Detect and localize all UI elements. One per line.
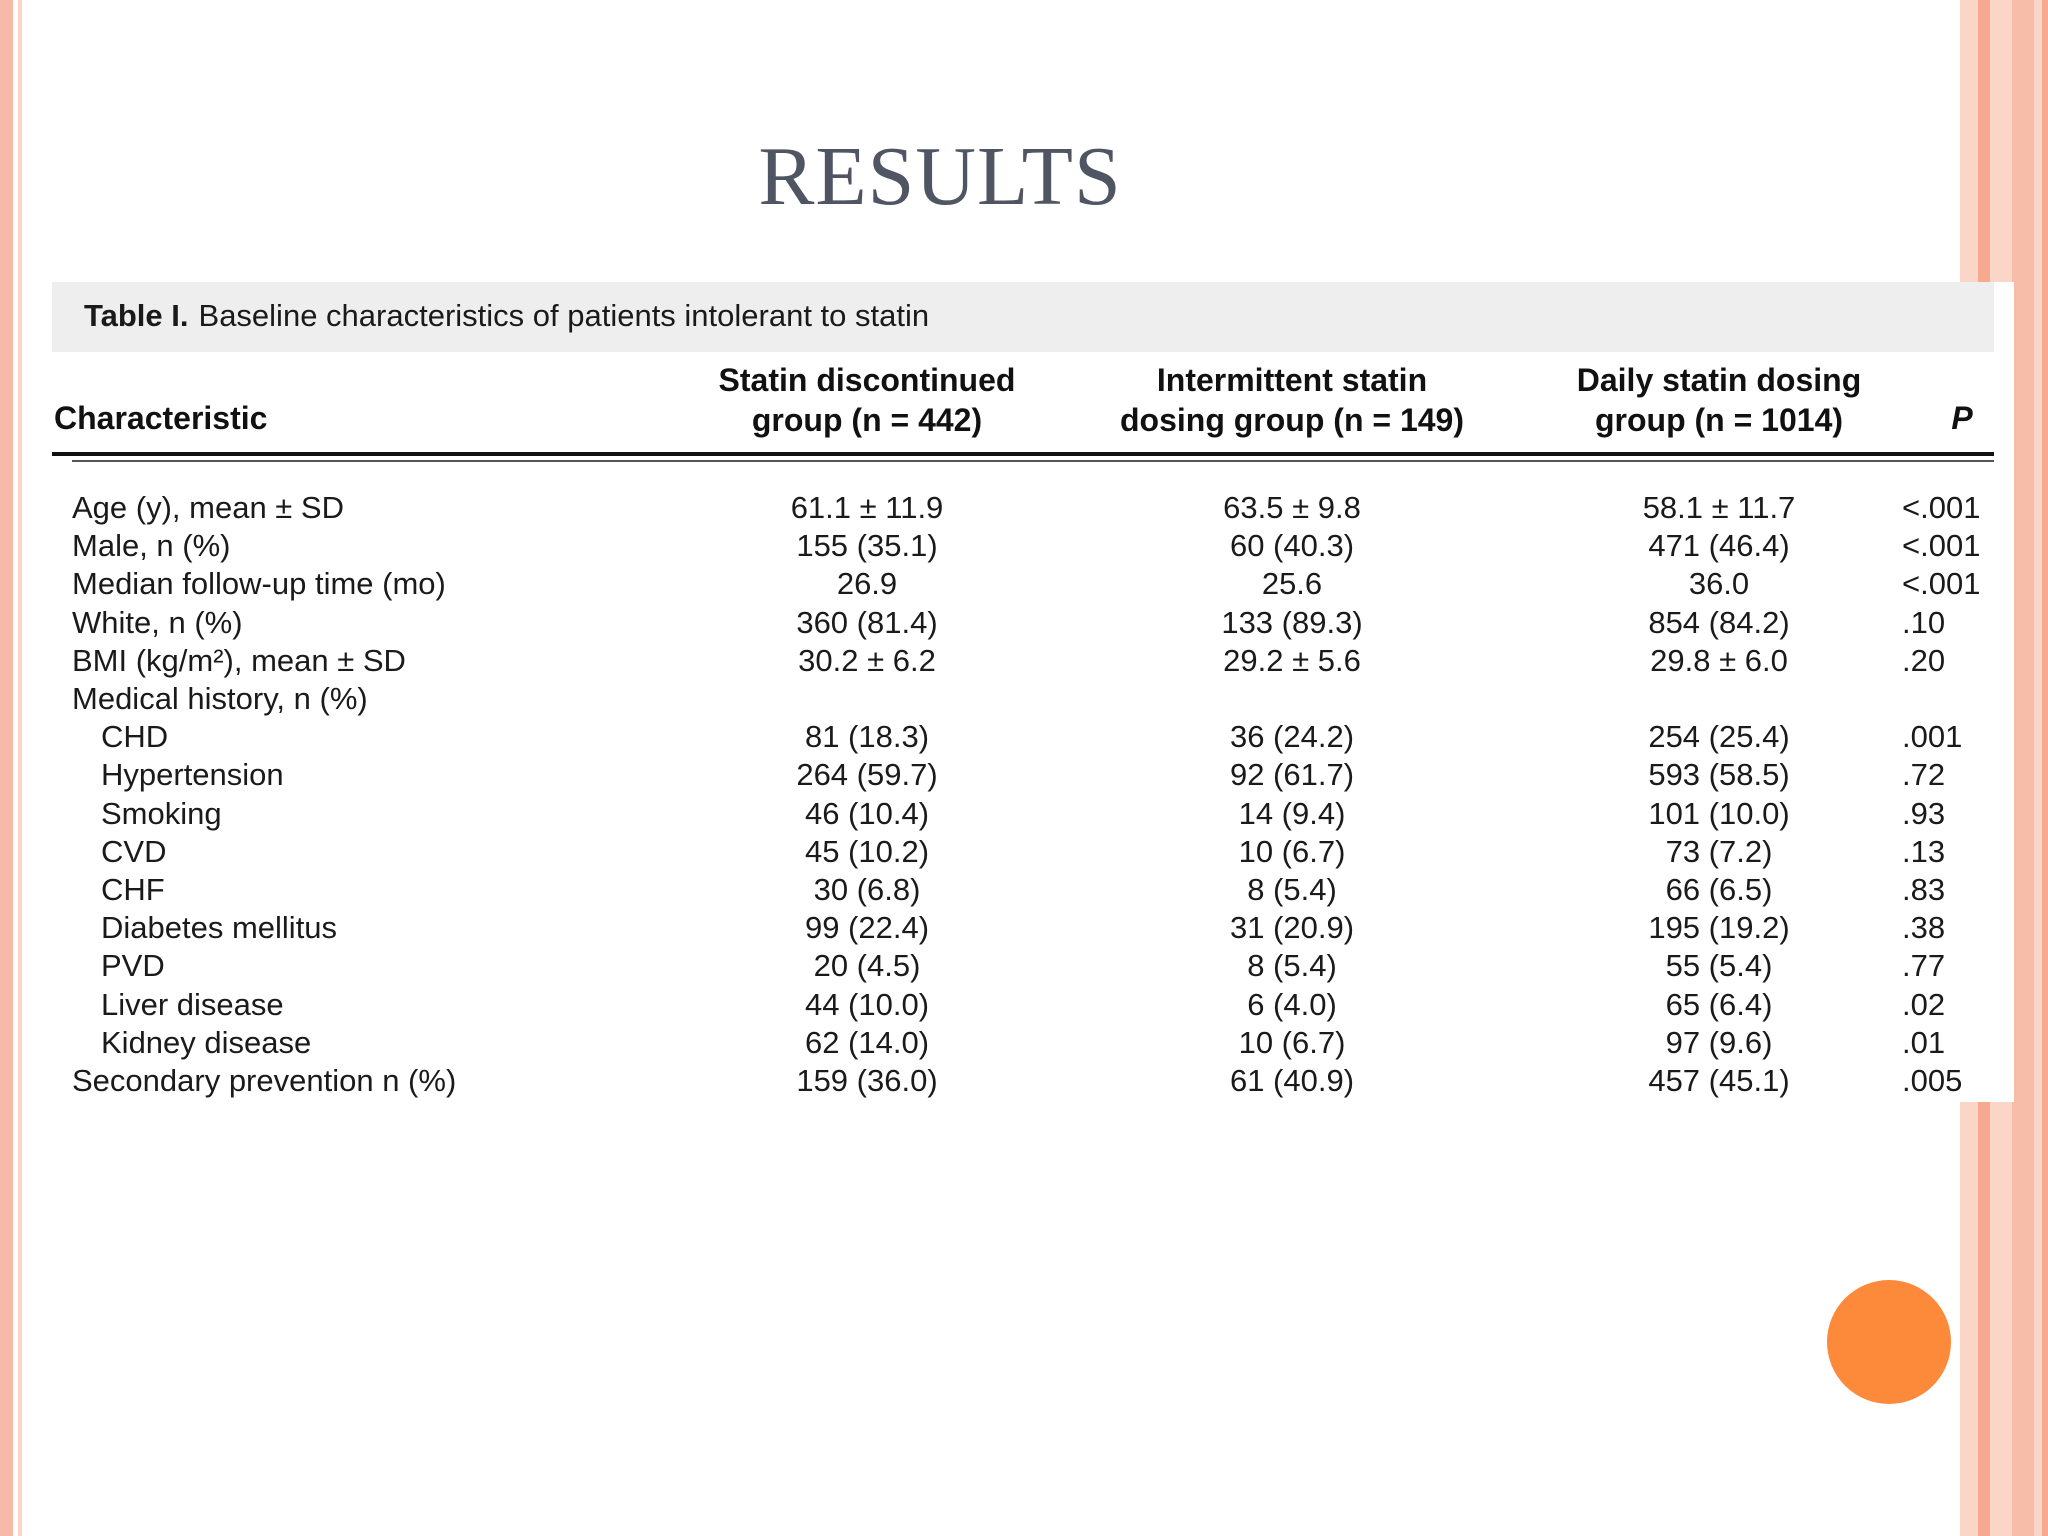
header-rule — [52, 452, 1994, 456]
cell-daily-statin: 854 (84.2) — [1648, 604, 1790, 640]
row-label: Diabetes mellitus — [101, 910, 338, 946]
table-row — [52, 910, 1994, 948]
right-border-stripe — [2012, 0, 2034, 1536]
cell-daily-statin: 66 (6.5) — [1665, 872, 1773, 907]
cell-statin-discontinued: 26.9 — [836, 566, 898, 602]
cell-statin-discontinued: 30 (6.8) — [813, 872, 921, 907]
cell-p-value: .20 — [1902, 642, 1946, 678]
row-label: White, n (%) — [72, 604, 243, 640]
row-label: CHD — [101, 719, 169, 755]
cell-intermittent-statin: 25.6 — [1261, 566, 1323, 602]
cell-statin-discontinued: 360 (81.4) — [796, 604, 938, 640]
table-row — [52, 796, 1994, 834]
results-table — [52, 282, 2014, 1102]
cell-p-value: .93 — [1902, 795, 1946, 831]
header-line: group (n = 442) — [751, 402, 983, 438]
cell-intermittent-statin: 31 (20.9) — [1229, 910, 1355, 946]
cell-intermittent-statin: 36 (24.2) — [1229, 719, 1355, 755]
slide-title: RESULTS — [758, 130, 1122, 223]
row-label: Smoking — [101, 795, 222, 831]
cell-daily-statin: 195 (19.2) — [1648, 910, 1790, 946]
cell-statin-discontinued: 159 (36.0) — [796, 1063, 938, 1098]
cell-p-value: .001 — [1902, 719, 1963, 755]
table-caption — [84, 298, 929, 334]
cell-daily-statin: 457 (45.1) — [1648, 1063, 1790, 1098]
header-statin-discontinued — [642, 360, 1092, 440]
right-border-stripe — [2042, 0, 2048, 1536]
cell-intermittent-statin: 8 (5.4) — [1247, 948, 1337, 984]
table-row — [52, 872, 1994, 910]
cell-statin-discontinued: 155 (35.1) — [796, 528, 938, 564]
row-label: Male, n (%) — [72, 528, 231, 564]
cell-p-value: .72 — [1902, 757, 1946, 793]
decorative-circle — [1827, 1280, 1951, 1404]
table-row — [52, 681, 1994, 719]
row-label: BMI (kg/m²), mean ± SD — [72, 642, 406, 678]
row-label: Hypertension — [101, 757, 284, 793]
row-label: Kidney disease — [101, 1024, 312, 1060]
cell-statin-discontinued: 46 (10.4) — [804, 795, 930, 831]
cell-p-value: .02 — [1902, 986, 1946, 1022]
cell-p-value: <.001 — [1902, 566, 1981, 602]
cell-statin-discontinued: 44 (10.0) — [804, 986, 930, 1022]
cell-statin-discontinued: 30.2 ± 6.2 — [798, 642, 936, 678]
cell-daily-statin: 593 (58.5) — [1648, 757, 1790, 793]
table-row — [52, 528, 1994, 566]
header-line: Daily statin dosing — [1576, 362, 1862, 398]
header-daily-statin — [1494, 360, 1944, 440]
table-row — [52, 719, 1994, 757]
row-label: Medical history, n (%) — [72, 681, 368, 716]
cell-daily-statin: 97 (9.6) — [1665, 1024, 1773, 1060]
table-row — [52, 1063, 1994, 1101]
header-line: Intermittent statin — [1156, 362, 1428, 398]
cell-daily-statin: 471 (46.4) — [1648, 528, 1790, 564]
table-row — [52, 643, 1994, 681]
header-p-value: P — [1951, 400, 1973, 436]
table-row — [52, 834, 1994, 872]
row-label: Secondary prevention n (%) — [72, 1063, 457, 1098]
cell-statin-discontinued: 264 (59.7) — [796, 757, 938, 793]
cell-p-value: .01 — [1902, 1024, 1946, 1060]
cell-daily-statin: 101 (10.0) — [1648, 795, 1790, 831]
row-label: PVD — [101, 948, 165, 984]
cell-daily-statin: 65 (6.4) — [1665, 986, 1773, 1022]
header-characteristic: Characteristic — [54, 400, 268, 436]
cell-daily-statin: 55 (5.4) — [1665, 948, 1773, 984]
table-row — [52, 605, 1994, 643]
cell-daily-statin: 254 (25.4) — [1648, 719, 1790, 755]
cell-p-value: .83 — [1902, 872, 1946, 907]
cell-daily-statin: 29.8 ± 6.0 — [1650, 642, 1788, 678]
cell-intermittent-statin: 60 (40.3) — [1229, 528, 1355, 564]
cell-statin-discontinued: 62 (14.0) — [804, 1024, 930, 1060]
table-row — [52, 987, 1994, 1025]
cell-p-value: .77 — [1902, 948, 1946, 984]
cell-p-value: .10 — [1902, 604, 1946, 640]
cell-intermittent-statin: 92 (61.7) — [1229, 757, 1355, 793]
table-caption-text: Baseline characteristics of patients intolerant to statin — [198, 298, 930, 333]
cell-intermittent-statin: 63.5 ± 9.8 — [1223, 490, 1361, 525]
cell-intermittent-statin: 10 (6.7) — [1238, 1024, 1346, 1060]
cell-daily-statin: 58.1 ± 11.7 — [1642, 490, 1796, 525]
left-border-bar — [0, 0, 13, 1536]
cell-statin-discontinued: 99 (22.4) — [804, 910, 930, 946]
cell-statin-discontinued: 45 (10.2) — [804, 833, 930, 869]
cell-intermittent-statin: 6 (4.0) — [1247, 986, 1337, 1022]
header-line: dosing group (n = 149) — [1119, 402, 1464, 438]
left-border-line — [18, 0, 22, 1536]
cell-intermittent-statin: 61 (40.9) — [1229, 1063, 1355, 1098]
table-row — [52, 757, 1994, 795]
table-row — [52, 1025, 1994, 1063]
header-line: group (n = 1014) — [1594, 402, 1844, 438]
table-row — [52, 948, 1994, 986]
row-label: CVD — [101, 833, 167, 869]
cell-intermittent-statin: 8 (5.4) — [1247, 872, 1337, 907]
table-caption-bar — [52, 282, 1994, 352]
cell-intermittent-statin: 10 (6.7) — [1238, 833, 1346, 869]
cell-p-value: .13 — [1902, 833, 1946, 869]
cell-intermittent-statin: 29.2 ± 5.6 — [1223, 642, 1361, 678]
row-label: Age (y), mean ± SD — [72, 490, 344, 525]
cell-daily-statin: 73 (7.2) — [1665, 833, 1773, 869]
cell-p-value: <.001 — [1902, 490, 1981, 525]
row-label: CHF — [101, 872, 165, 907]
table-row — [52, 490, 1994, 528]
cell-statin-discontinued: 61.1 ± 11.9 — [790, 490, 944, 525]
cell-intermittent-statin: 133 (89.3) — [1221, 604, 1363, 640]
row-label: Liver disease — [101, 986, 284, 1022]
row-label: Median follow-up time (mo) — [72, 566, 446, 602]
cell-statin-discontinued: 20 (4.5) — [813, 948, 921, 984]
cell-intermittent-statin: 14 (9.4) — [1238, 795, 1346, 831]
table-caption-label: Table I. — [84, 298, 189, 333]
header-intermittent-statin — [1067, 360, 1517, 440]
cell-p-value: .005 — [1902, 1063, 1963, 1098]
cell-statin-discontinued: 81 (18.3) — [804, 719, 930, 755]
header-line: Statin discontinued — [718, 362, 1016, 398]
cell-daily-statin: 36.0 — [1688, 566, 1750, 602]
cell-p-value: .38 — [1902, 910, 1946, 946]
cell-p-value: <.001 — [1902, 528, 1981, 564]
header-rule-thin — [72, 460, 1994, 462]
table-row — [52, 566, 1994, 604]
